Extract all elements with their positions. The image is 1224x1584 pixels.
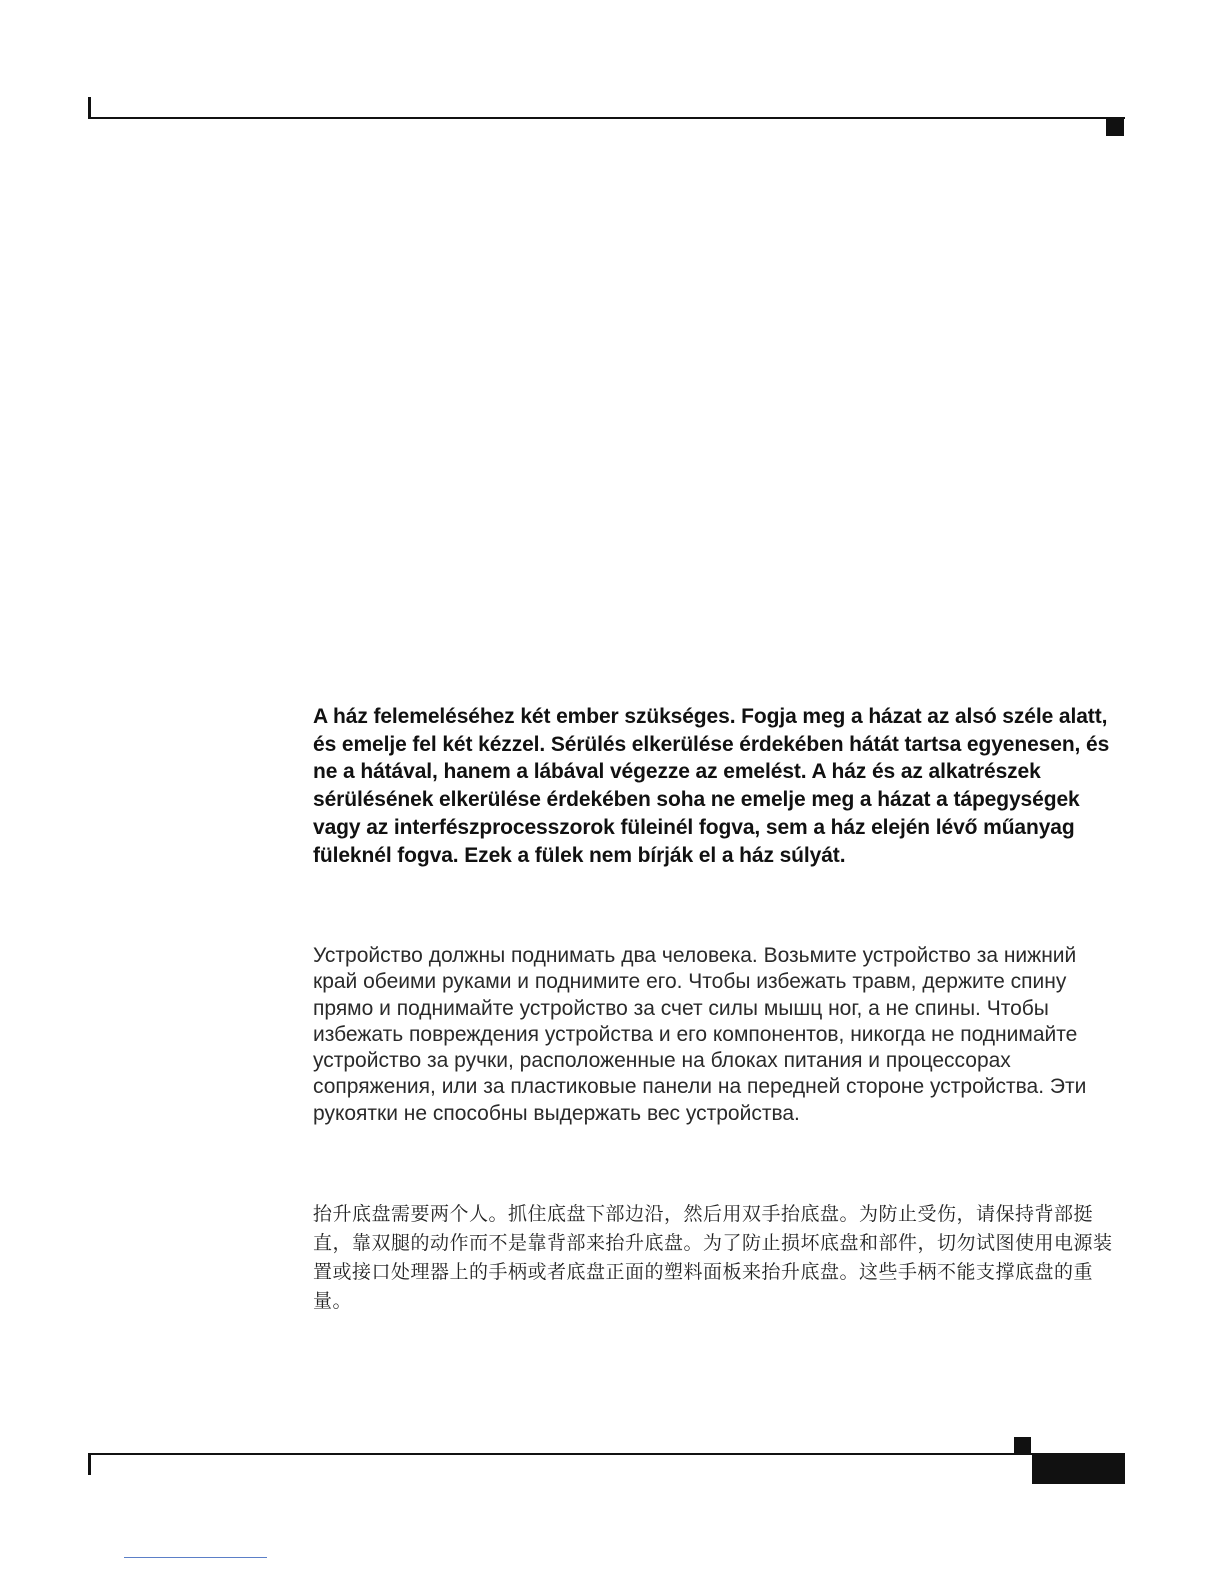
warning-text-hungarian: A ház felemeléséhez két ember szükséges. Fogja meg a házat az alsó széle alatt, és emelje fel két kézzel. Sérülés elkerülése érdekében hátát tartsa egyenesen, és ne a hátával, hanem a lábával végezze az emelést. A ház és az alkatrészek sérülésének elkerülése érdekében soha ne emelje meg a házat a tápegységek vagy az interfészprocesszorok füleinél fogva, sem a ház elején lévő műanyag füleknél fogva. Ezek a fülek nem bírják el a ház súlyát.	[313, 705, 1110, 867]
warning-text-chinese: 抬升底盘需要两个人。抓住底盘下部边沿，然后用双手抬底盘。为防止受伤，请保持背部挺直，靠双腿的动作而不是靠背部来抬升底盘。为了防止损坏底盘和部件，切勿试图使用电源装置或接口处理器上的手柄或者底盘正面的塑料面板来抬升底盘。这些手柄不能支撑底盘的重量。	[313, 1203, 1113, 1312]
header-rule-tick	[88, 97, 91, 119]
warning-text-russian: Устройство должны поднимать два человека. Возьмите устройство за нижний край обеими руками и поднимите его. Чтобы избежать травм, держите спину прямо и поднимайте устройство за счет силы мышц ног, а не спины. Чтобы избежать повреждения устройства и его компонентов, никогда не поднимайте устройство за ручки, расположенные на блоках питания и процессорах сопряжения, или за пластиковые панели на передней стороне устройства. Эти рукоятки не способны выдержать вес устройства.	[313, 944, 1087, 1125]
header-rule	[88, 117, 1125, 119]
footer-square-marker	[1014, 1437, 1031, 1454]
header-square-marker	[1106, 119, 1124, 136]
footer-rule-tick	[88, 1455, 91, 1475]
footer-page-number-block	[1032, 1455, 1125, 1484]
footer-rule	[88, 1453, 1125, 1455]
footer-link-underline[interactable]	[124, 1557, 267, 1558]
